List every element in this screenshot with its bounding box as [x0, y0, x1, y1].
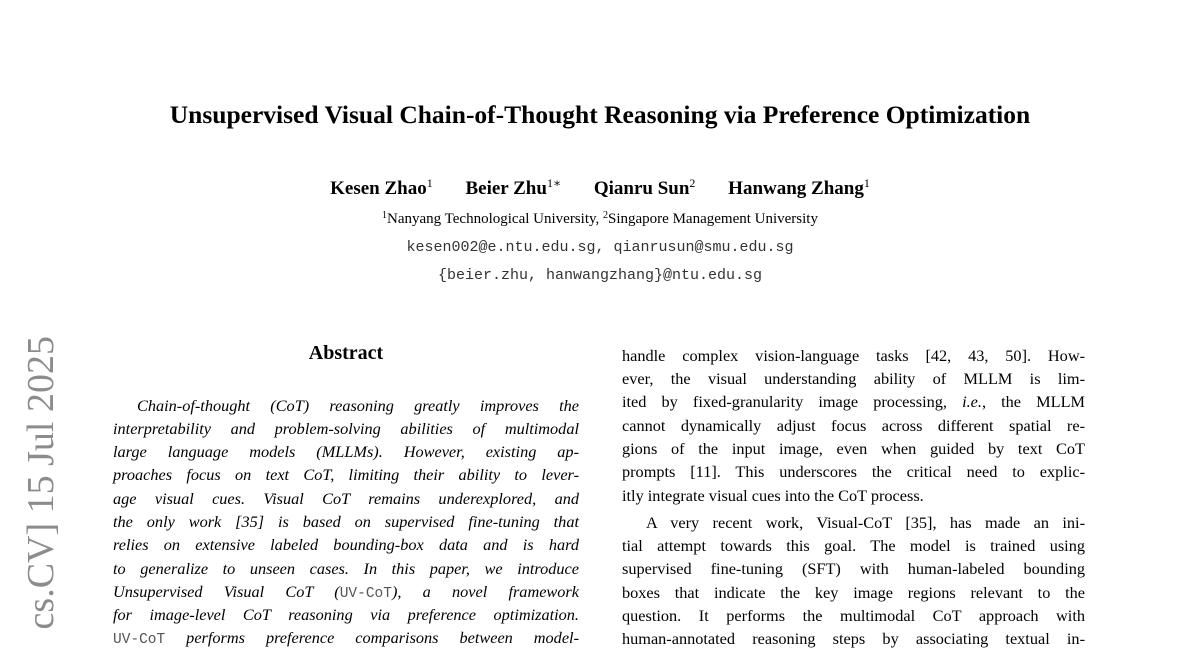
abstract-line: Unsupervised Visual CoT (UV-CoT), a novel framework	[113, 582, 579, 602]
email-line: {beier.zhu, hanwangzhang}@ntu.edu.sg	[437, 267, 763, 284]
abstract-line: proaches focus on text CoT, limiting their ability to lever-	[113, 465, 579, 484]
arxiv-stamp: cs.CV] 15 Jul 2025	[20, 336, 62, 630]
affiliations: $^1$Nanyang Technological University, $^2$Singapore Management University	[382, 210, 818, 227]
body-line: cannot dynamically adjust focus across different spatial re-	[622, 416, 1085, 435]
body-line: ever, the visual understanding ability of MLLM is lim-	[622, 369, 1085, 388]
abstract-line: UV-CoT performs preference comparisons between model-	[113, 628, 579, 648]
body-line: boxes that indicate the key image regions relevant to the	[622, 583, 1085, 602]
author-name: Kesen Zhao$^1$	[330, 176, 433, 199]
abstract-line: age visual cues. Visual CoT remains underexplored, and	[113, 489, 579, 508]
abstract-line: interpretability and problem-solving abilities of multimodal	[113, 419, 579, 438]
author-name: Beier Zhu$^{1∗}$	[465, 176, 562, 199]
body-line: gions of the input image, even when guided by text CoT	[622, 439, 1085, 458]
abstract-heading: Abstract	[308, 342, 384, 364]
body-line: human-annotated reasoning steps by associating textual in-	[622, 629, 1085, 648]
body-line: tial attempt towards this goal. The model is trained using	[622, 536, 1085, 555]
abstract-line: for image-level CoT reasoning via preference optimization.	[113, 605, 579, 624]
abstract-line: the only work [35] is based on supervised fine-tuning that	[113, 512, 579, 531]
body-line: ited by fixed-granularity image processing, i.e., the MLLM	[622, 392, 1085, 411]
abstract-line: relies on extensive labeled bounding-box data and is hard	[113, 535, 579, 554]
body-line: prompts [11]. This underscores the critical need to explic-	[622, 462, 1085, 481]
paper-title: Unsupervised Visual Chain-of-Thought Reasoning via Preference Optimization	[169, 100, 1031, 129]
body-line: A very recent work, Visual-CoT [35], has made an ini-	[646, 513, 1085, 532]
author-name: Hanwang Zhang$^1$	[728, 176, 870, 199]
email-line: kesen002@e.ntu.edu.sg, qianrusun@smu.edu.sg	[406, 239, 794, 256]
body-line: supervised fine-tuning (SFT) with human-labeled bounding	[622, 559, 1085, 578]
body-line: handle complex vision-language tasks [42, 43, 50]. How-	[622, 346, 1085, 365]
body-line: question. It performs the multimodal CoT approach with	[622, 606, 1085, 625]
abstract-line: large language models (MLLMs). However, existing ap-	[113, 442, 579, 461]
body-line: itly integrate visual cues into the CoT process.	[622, 486, 924, 505]
author-name: Qianru Sun$^2$	[593, 176, 696, 199]
author-list	[0, 178, 1200, 200]
abstract-line: to generalize to unseen cases. In this paper, we introduce	[113, 559, 579, 578]
abstract-line: Chain-of-thought (CoT) reasoning greatly improves the	[137, 396, 579, 415]
